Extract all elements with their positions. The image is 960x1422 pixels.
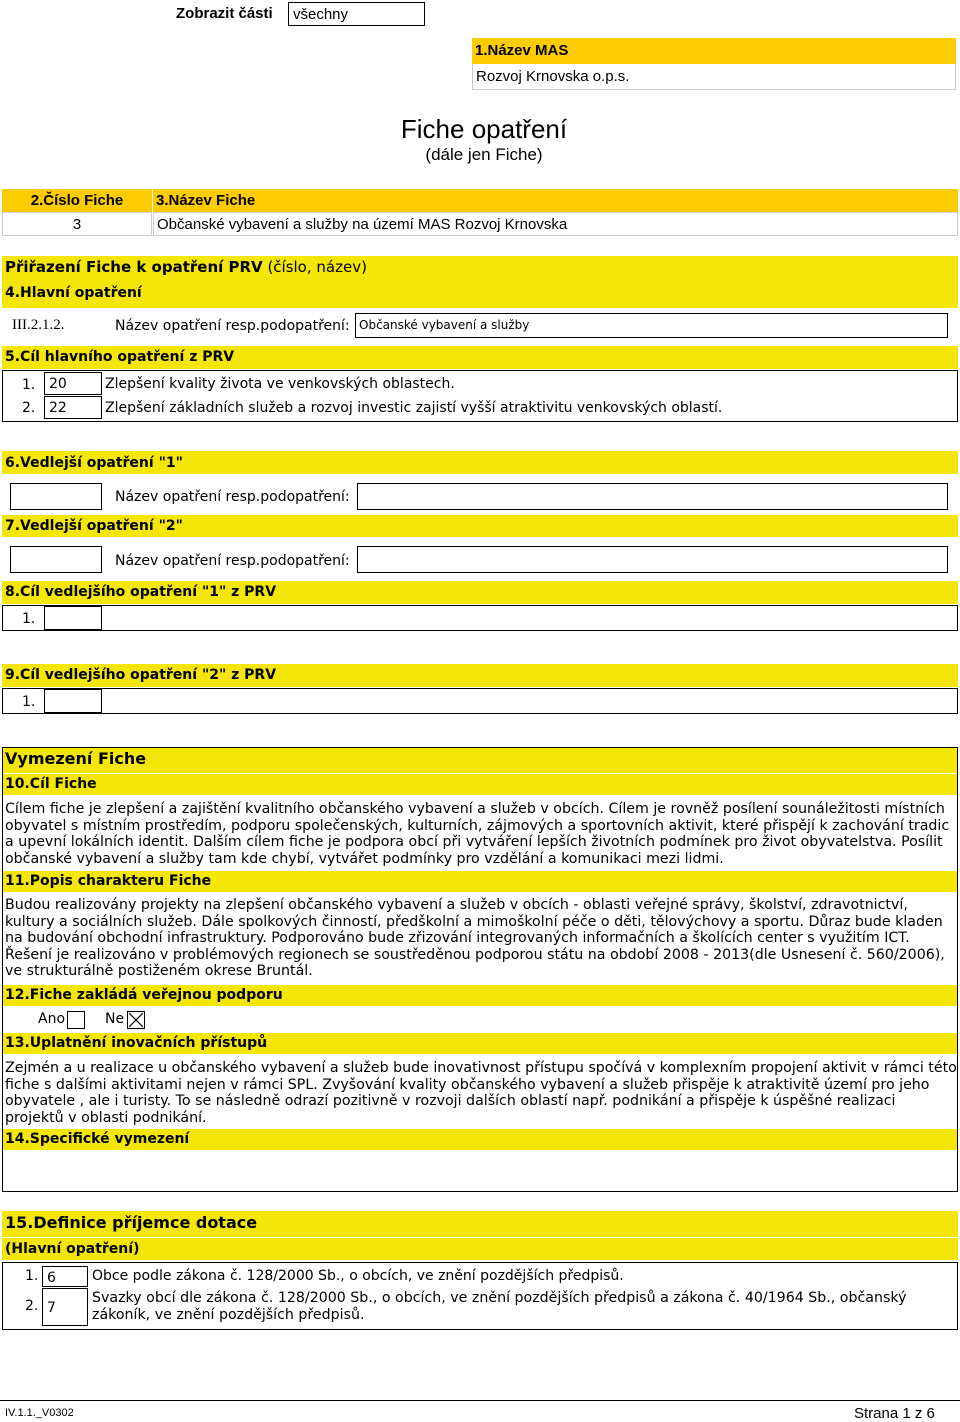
fiche-name-label: 3.Název Fiche: [153, 189, 958, 212]
fiche-number-label: 2.Číslo Fiche: [2, 189, 152, 212]
beneficiary-idx: 2.: [25, 1298, 39, 1314]
fiche-goal-text: Cílem fiche je zlepšení a zajištění kvalitního občanského vybavení a služeb v obcích. Cílem je rovněž posílení sounáležitosti místních obyvatel s místním prostředím, podporu společenských, kulturních, zájmových a sportovních aktivit, které přispějí k zachování tradic a upevní lokálních identit. Dalším cílem fiche je podpora obcí při vytváření lepších životních podmínek pro život obyvatelstva. Posílit občanské vybavení a služby tam kde chybí, vytvářet podmínky pro vzdělání a komunikaci mezi lidmi.: [5, 801, 950, 867]
vymezeni-title: Vymezení Fiche: [2, 747, 958, 773]
mas-name-value: Rozvoj Krnovska o.p.s.: [472, 64, 956, 90]
goal-side-2-code: [44, 689, 102, 713]
public-support-label: 12.Fiche zakládá veřejnou podporu: [2, 985, 958, 1006]
side-measure-2-sub-label: Název opatření resp.podopatření:: [115, 553, 350, 569]
goal-main-text: Zlepšení kvality života ve venkovských oblastech.: [105, 376, 455, 392]
main-submeasure-value: Občanské vybavení a služby: [355, 313, 948, 338]
main-measure-code: III.2.1.2.: [12, 317, 65, 333]
beneficiary-title: 15.Definice příjemce dotace: [2, 1211, 958, 1237]
goal-main-idx: 2.: [22, 400, 36, 416]
footer-code: IV.1.1._V0302: [5, 1407, 74, 1419]
show-parts-label: Zobrazit části: [176, 5, 273, 22]
goal-side-2-table: [2, 688, 958, 714]
side-measure-1-sub-label: Název opatření resp.podopatření:: [115, 489, 350, 505]
side-measure-2-sub-value: [357, 546, 948, 573]
goal-side-1-idx: 1.: [22, 611, 36, 627]
goal-side-1-code: [44, 606, 102, 630]
footer-rule: [0, 1400, 960, 1401]
goal-side-1-label: 8.Cíl vedlejšího opatření "1" z PRV: [2, 581, 958, 604]
side-measure-1-sub-value: [357, 483, 948, 510]
fiche-character-label: 11.Popis charakteru Fiche: [2, 871, 958, 892]
innovation-label: 13.Uplatnění inovačních přístupů: [2, 1033, 958, 1054]
main-measure-label: 4.Hlavní opatření: [5, 285, 142, 301]
specific-label: 14.Specifické vymezení: [2, 1129, 958, 1150]
goal-main-text: Zlepšení základních služeb a rozvoj investic zajistí vyšší atraktivitu venkovských oblastí.: [105, 400, 723, 416]
assign-title: Přiřazení Fiche k opatření PRV (číslo, název): [5, 258, 367, 276]
check-x-icon: [128, 1012, 144, 1028]
fiche-number-value: 3: [2, 212, 152, 236]
innovation-text: Zejmén a u realizace u občanského vybavení a služeb bude inovativnost přístupu spočívá v komplexním propojení aktivit v rámci této fiche s dalšími aktivitami nejen v rámci SPL. Zvyšování kvality občanského vybavení a služeb přispěje k atraktivitě území pro jeho obyvatele , ale i turisty. To se následně odrazí pozitivně v rozvoji dalších oblastí např. podnikání a přispěje k úspěšné realizaci projektů v oblasti podnikání.: [5, 1060, 957, 1126]
side-measure-2-label: 7.Vedlejší opatření "2": [2, 515, 958, 537]
side-measure-1-label: 6.Vedlejší opatření "1": [2, 451, 958, 474]
mas-name-label: 1.Název MAS: [472, 38, 956, 64]
goal-main-label: 5.Cíl hlavního opatření z PRV: [2, 346, 958, 369]
show-parts-select[interactable]: všechny: [288, 2, 425, 26]
beneficiary-code: 7: [42, 1288, 88, 1326]
page-subtitle: (dále jen Fiche): [425, 145, 543, 164]
goal-main-code: 22: [44, 396, 102, 419]
support-yes-label: Ano: [38, 1011, 66, 1027]
beneficiary-text: Svazky obcí dle zákona č. 128/2000 Sb., o obcích, ve znění pozdějších předpisů a zákona č. 40/1964 Sb., občanský zákoník, ve znění pozdějších předpisů.: [92, 1290, 907, 1323]
page-title: Fiche opatření: [400, 114, 568, 144]
goal-main-idx: 1.: [22, 377, 36, 393]
fiche-character-text: Budou realizovány projekty na zlepšení občanského vybavení a služeb v obcích - oblasti veřejné správy, školství, zdravotnictví, kultury a sociálních služeb. Dále spolkových činností, předškolní a mimoškolní péče o děti, tělovýchovy a sportu. Důraz bude kladen na budování obchodní infrastruktury. Podporováno bude zřizování integrovaných informačních a školících center s využitím ICT. Řešení je realizováno v problémových regionech se soustředěnou podporou státu na období 2008 - 2013(dle Usnesení č. 560/2006), ve strukturálně postiženém okrese Bruntál.: [5, 897, 945, 980]
main-submeasure-label: Název opatření resp.podopatření:: [115, 318, 350, 334]
fiche-name-value: Občanské vybavení a služby na území MAS Rozvoj Krnovska: [153, 212, 958, 236]
side-measure-2-code: [10, 546, 102, 573]
side-measure-1-code: [10, 483, 102, 510]
goal-side-2-label: 9.Cíl vedlejšího opatření "2" z PRV: [2, 664, 958, 687]
support-yes-checkbox[interactable]: [67, 1011, 85, 1029]
beneficiary-subtitle: (Hlavní opatření): [2, 1238, 958, 1260]
beneficiary-idx: 1.: [25, 1268, 39, 1284]
fiche-goal-label: 10.Cíl Fiche: [2, 774, 958, 795]
support-no-checkbox[interactable]: [127, 1011, 145, 1029]
footer-page: Strana 1 z 6: [854, 1405, 935, 1422]
support-no-label: Ne: [105, 1011, 125, 1027]
goal-side-2-idx: 1.: [22, 694, 36, 710]
beneficiary-code: 6: [42, 1266, 88, 1287]
goal-main-code: 20: [44, 372, 102, 395]
beneficiary-text: Obce podle zákona č. 128/2000 Sb., o obcích, ve znění pozdějších předpisů.: [92, 1268, 624, 1284]
goal-side-1-table: [2, 605, 958, 631]
